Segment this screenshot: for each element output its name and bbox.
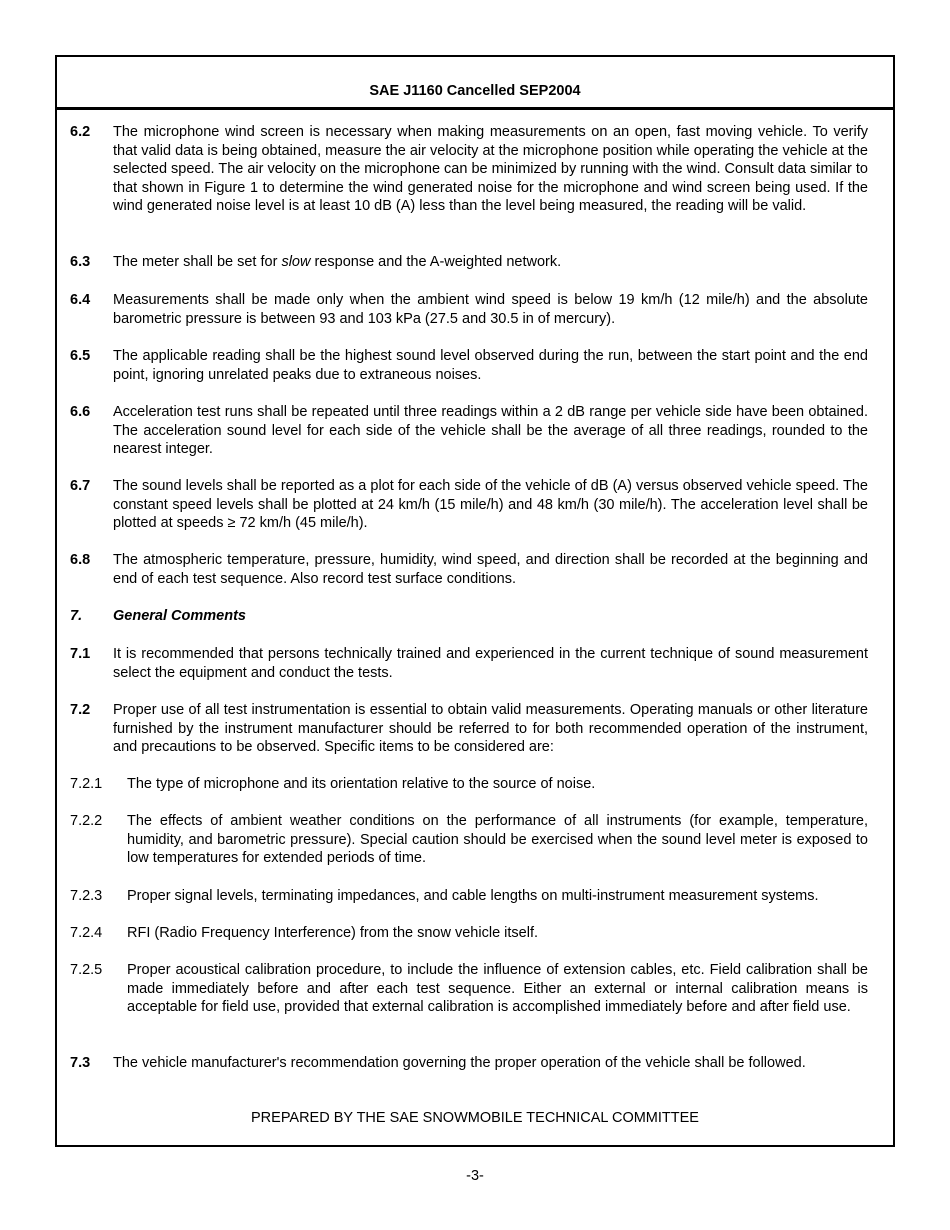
section-number: 6.2: [70, 124, 91, 140]
section-text: The effects of ambient weather conditions on the performance of all instruments (for example, temperature, humidity, and barometric pressure). Special caution should be exercised when the sound level meter is exposed to low temperatures for extended periods of time.: [127, 813, 868, 867]
section-number: 7.3: [70, 1055, 91, 1071]
section-text: The vehicle manufacturer's recommendation governing the proper operation of the vehicle shall be followed.: [113, 1055, 806, 1071]
section-6-3: [70, 253, 868, 272]
section-6-7: [70, 477, 868, 533]
section-text: Measurements shall be made only when the ambient wind speed is below 19 km/h (12 mile/h) and the absolute barometric pressure is between 93 and 103 kPa (27.5 and 30.5 in of mercury).: [113, 292, 868, 327]
section-text: The sound levels shall be reported as a plot for each side of the vehicle of dB (A) versus observed vehicle speed. The constant speed levels shall be plotted at 24 km/h (15 mile/h) and 48 km/h (30 mile/h). The acceleration level shall be plotted at speeds ≥ 72 km/h (45 mile/h).: [113, 478, 868, 532]
section-6-2: [70, 123, 868, 216]
section-number: 7.2.5: [70, 962, 103, 978]
section-7-2-5: [70, 961, 868, 1017]
section-number: 7.2: [70, 702, 91, 718]
section-number: 6.7: [70, 478, 91, 494]
section-text: Proper signal levels, terminating impedances, and cable lengths on multi-instrument measurement systems.: [127, 888, 819, 904]
section-heading-text: General Comments: [113, 608, 246, 624]
section-number: 6.8: [70, 552, 91, 568]
prepared-by-line: PREPARED BY THE SAE SNOWMOBILE TECHNICAL COMMITTEE: [251, 1110, 699, 1126]
section-7-2-1: [70, 775, 868, 794]
section-text-part: The meter shall be set for: [113, 254, 282, 270]
document-title: SAE J1160 Cancelled SEP2004: [369, 83, 581, 99]
section-7-2-2: [70, 812, 868, 868]
section-6-8: [70, 551, 868, 588]
section-6-4: [70, 291, 868, 328]
section-text: The microphone wind screen is necessary when making measurements on an open, fast moving vehicle. To verify that valid data is being obtained, measure the air velocity at the microphone position while operating the vehicle at the selected speed. The air velocity on the microphone can be minimized by running with the wind. Consult data similar to that shown in Figure 1 to determine the wind generated noise for the microphone and wind screen being used. If the wind generated noise level is at least 10 dB (A) less than the level being measured, the reading will be valid.: [113, 124, 868, 215]
section-text: RFI (Radio Frequency Interference) from the snow vehicle itself.: [127, 925, 538, 941]
section-7-3: [70, 1054, 868, 1073]
section-number: 7.: [70, 608, 83, 624]
section-text: The applicable reading shall be the highest sound level observed during the run, between the start point and the end point, ignoring unrelated peaks due to extraneous noises.: [113, 348, 868, 383]
section-text: Proper acoustical calibration procedure, to include the influence of extension cables, etc. Field calibration shall be made immediately before and after each test sequence. Either an external or internal calibration means is acceptable for field use, provided that external calibration is accomplished immediately before and after field use.: [127, 962, 868, 1016]
section-number: 7.2.4: [70, 925, 103, 941]
section-text: The type of microphone and its orientation relative to the source of noise.: [127, 776, 596, 792]
section-number: 7.2.3: [70, 888, 103, 904]
section-number: 7.1: [70, 646, 91, 662]
section-number: 7.2.2: [70, 813, 103, 829]
section-7-2: [70, 701, 868, 757]
section-6-6: [70, 403, 868, 459]
section-number: 7.2.1: [70, 776, 103, 792]
section-number: 6.3: [70, 254, 91, 270]
section-number: 6.4: [70, 292, 91, 308]
section-text: Proper use of all test instrumentation is essential to obtain valid measurements. Operating manuals or other literature furnished by the instrument manufacturer should be referred to for both recommended operation of the instrument, and precautions to be observed. Specific items to be considered are:: [113, 702, 868, 756]
section-text: Acceleration test runs shall be repeated until three readings within a 2 dB range per vehicle side have been obtained. The acceleration sound level for each side of the vehicle shall be the average of all three readings, rounded to the nearest integer.: [113, 404, 868, 458]
section-7-2-4: [70, 924, 868, 943]
section-text: The atmospheric temperature, pressure, humidity, wind speed, and direction shall be recorded at the beginning and end of each test sequence. Also record test surface conditions.: [113, 552, 868, 587]
section-number: 6.6: [70, 404, 91, 420]
page-frame: [55, 55, 895, 1147]
section-6-5: [70, 347, 868, 384]
section-7-heading: [70, 607, 868, 626]
section-number: 6.5: [70, 348, 91, 364]
section-7-2-3: [70, 887, 868, 906]
section-7-1: [70, 645, 868, 682]
section-text: It is recommended that persons technically trained and experienced in the current technique of sound measurement select the equipment and conduct the tests.: [113, 646, 868, 681]
section-text-part: response and the A-weighted network.: [310, 254, 562, 270]
section-text: [113, 253, 868, 272]
section-text-emphasis: slow: [281, 254, 311, 270]
document-header: [57, 57, 893, 110]
page-number: -3-: [466, 1168, 484, 1184]
